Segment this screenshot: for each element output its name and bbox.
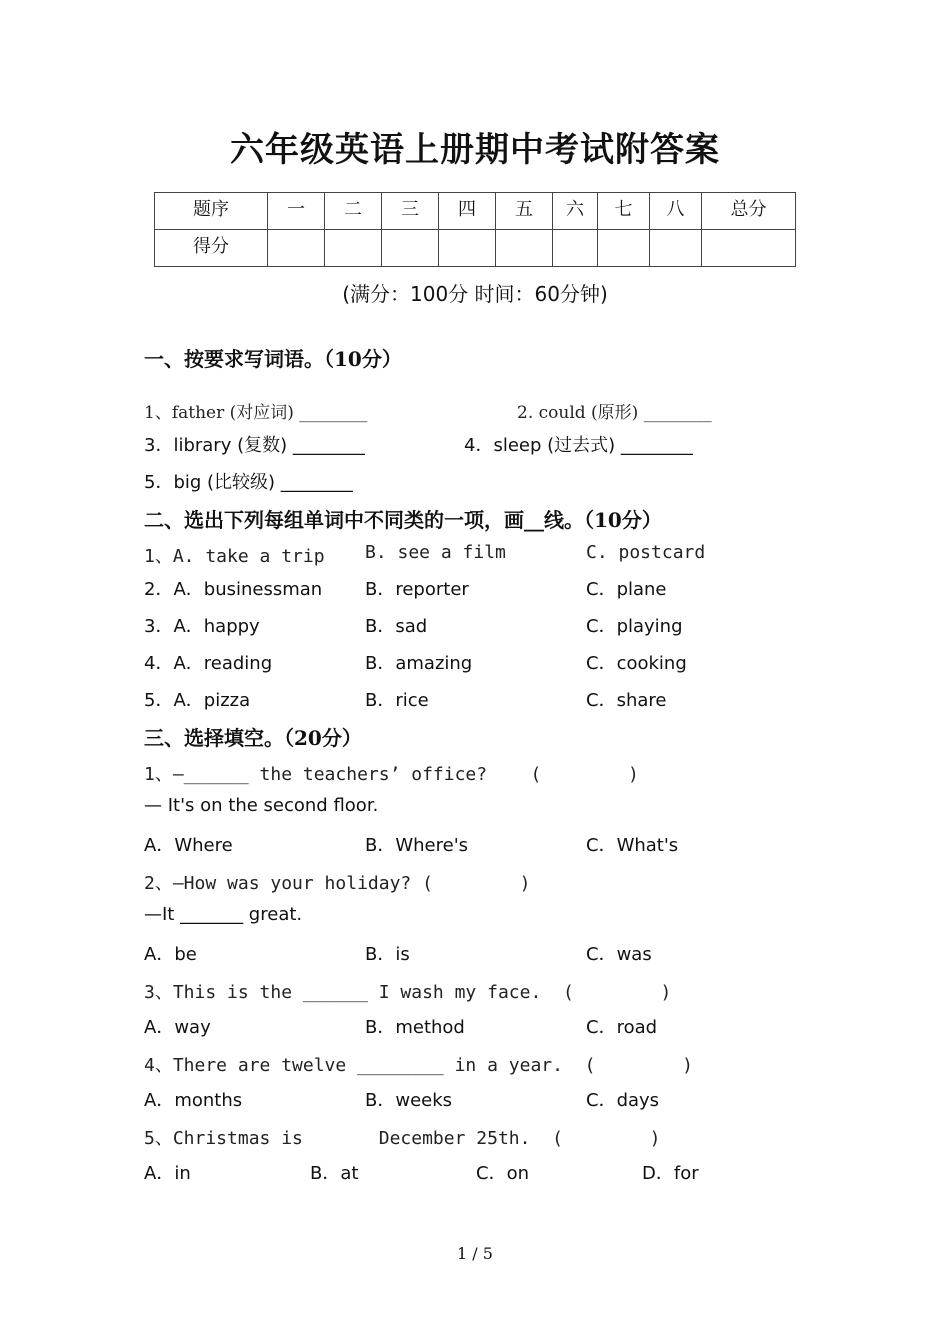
score-cell [496,230,553,267]
section2-row2-option-a: 2．A．businessman [144,579,323,600]
section3-q5-option-b: B．at [310,1163,359,1184]
score-header-cell: 题序 [193,199,229,220]
section3-q4-option-a: A．months [144,1090,243,1111]
page-title: 六年级英语上册期中考试附答案 [230,130,720,170]
score-header-cell: 一 [287,199,305,220]
section2-row4-option-a: 4．A．reading [144,653,273,674]
section1-question-5: 5．big (比较级) ________ [144,472,353,493]
score-header-cell: 总分 [730,199,767,220]
section2-row2-option-b: B．reporter [365,579,469,600]
score-row-label: 得分 [193,236,229,257]
section2-row5-option-b: B．rice [365,690,429,711]
section3-question-2: 2、—How was your holiday? ( ) [144,873,531,894]
score-table-score-row [155,230,796,267]
score-header-cell: 三 [401,199,419,220]
score-header-cell: 二 [344,199,362,220]
score-header-cell: 六 [566,199,584,220]
section3-q1-option-a: A．Where [144,835,233,856]
section3-q4-option-b: B．weeks [365,1090,453,1111]
section3-q1-option-c: C．What's [586,835,679,856]
exam-info: (满分：100分 时间：60分钟) [342,282,608,306]
section3-q5-option-d: D．for [642,1163,699,1184]
section1-question-4: 4．sleep (过去式) ________ [464,435,693,456]
score-header-cell: 五 [515,199,533,220]
section3-question-4: 4、There are twelve ________ in a year. ( ) [144,1055,694,1076]
section1-question-3: 3．library (复数) ________ [144,435,365,456]
score-cell [650,230,702,267]
section1-question-1: 1、father (对应词) ________ [144,403,368,423]
section2-row1-option-b: B. see a film [365,542,506,563]
score-cell [325,230,382,267]
section3-q3-option-a: A．way [144,1017,211,1038]
section3-question-1: 1、—______ the teachers’ office? ( ) [144,764,639,785]
section3-q1-option-b: B．Where's [365,835,469,856]
score-cell [268,230,325,267]
section3-q2-option-a: A．be [144,944,197,965]
section2-row4-option-c: C．cooking [586,653,687,674]
section3-question-1-answer: — It's on the second floor. [144,795,379,816]
section3-q3-option-c: C．road [586,1017,658,1038]
score-header-cell: 四 [458,199,476,220]
score-cell [382,230,439,267]
section2-row5-option-c: C．share [586,690,667,711]
section3-question-5: 5、Christmas is December 25th. ( ) [144,1128,661,1149]
section1-heading: 一、按要求写词语。（10分） [144,347,402,371]
score-table-header-row [155,193,796,230]
section3-q3-option-b: B．method [365,1017,465,1038]
score-header-cell: 八 [666,199,685,220]
score-header-cell: 七 [614,199,633,220]
section3-question-3: 3、This is the ______ I wash my face. ( ) [144,982,672,1003]
section3-q5-option-c: C．on [476,1163,529,1184]
score-cell [702,230,796,267]
score-cell [553,230,598,267]
section3-q5-option-a: A．in [144,1163,191,1184]
section3-q2-option-b: B．is [365,944,410,965]
section2-row5-option-a: 5．A．pizza [144,690,251,711]
page-number: 1 / 5 [457,1244,493,1263]
score-cell [598,230,650,267]
section3-q2-option-c: C．was [586,944,652,965]
section2-row2-option-c: C．plane [586,579,667,600]
section3-heading: 三、选择填空。（20分） [144,726,362,750]
section2-heading: 二、选出下列每组单词中不同类的一项，画__线。（10分） [144,508,662,532]
section2-row3-option-b: B．sad [365,616,428,637]
section2-row4-option-b: B．amazing [365,653,473,674]
section2-row3-option-c: C．playing [586,616,683,637]
section3-q4-option-c: C．days [586,1090,660,1111]
section2-row1-option-c: C. postcard [586,542,706,563]
section3-question-2-answer: —It _______ great. [144,904,303,925]
score-table [154,192,796,267]
section2-row3-option-a: 3．A．happy [144,616,260,637]
score-cell [439,230,496,267]
section2-row1-option-a: 1、A. take a trip [144,546,325,567]
section1-question-2: 2. could (原形) ________ [517,403,712,423]
